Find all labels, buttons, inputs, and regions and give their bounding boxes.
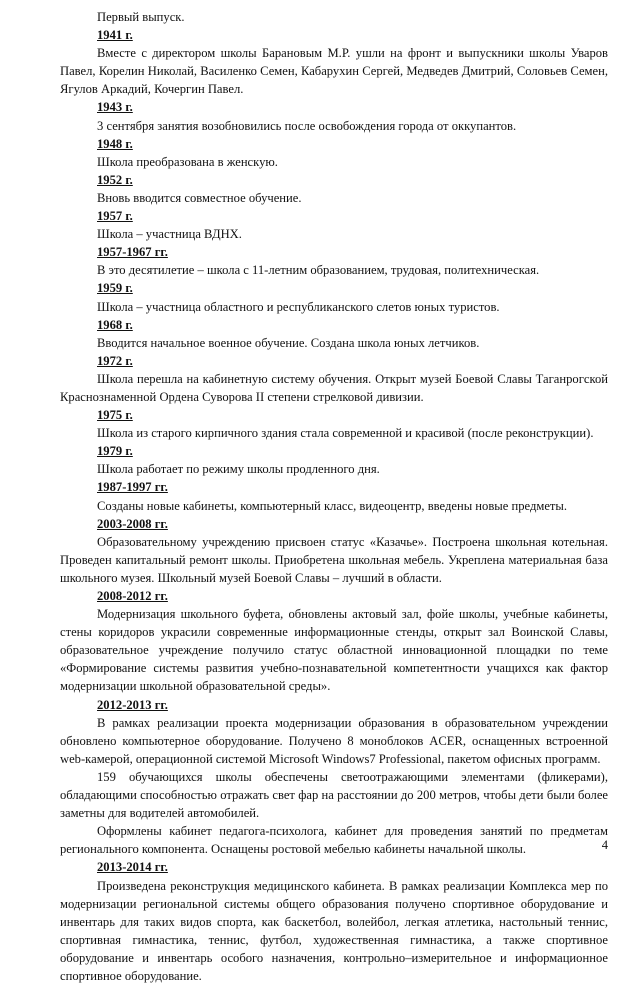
year-heading: 1952 г. — [60, 171, 608, 189]
entry-paragraph: Школа – участница ВДНХ. — [60, 225, 608, 243]
entry-paragraph: Модернизация школьного буфета, обновлены актовый зал, фойе школы, учебные кабинеты, стены коридоров украсили современные информационные стенды, открыт зал Воинской Славы, образовательное учреждение получило статус областной инновационной площадки по теме «Формирование системы развития учебно-познавательной компетентности учащихся как фактор модернизации школьной образовательной среды». — [60, 605, 608, 695]
year-heading: 1948 г. — [60, 135, 608, 153]
entry-paragraph: В рамках реализации проекта модернизации образования в образовательном учреждении обновлено компьютерное оборудование. Получено 8 моноблоков ACER, оснащенных встроенной web-камерой, операционной системой Microsoft Windows7 Professional, пакетом офисных программ. — [60, 714, 608, 768]
entry-paragraph: Произведена реконструкция медицинского кабинета. В рамках реализации Комплекса мер по модернизации региональной системы общего образования получено спортивное оборудование и инвентарь для таких видов спорта, как баскетбол, волейбол, легкая атлетика, настольный теннис, спортивная гимнастика, теннис, футбол, художественная гимнастика, а также спортивное оборудование и инвентарь особого назначения, контрольно–измерительное и информационное спортивное оборудование. — [60, 877, 608, 985]
year-heading: 2003-2008 гг. — [60, 515, 608, 533]
year-heading: 1968 г. — [60, 316, 608, 334]
entry-paragraph: Школа из старого кирпичного здания стала современной и красивой (после реконструкции). — [60, 424, 608, 442]
entry-paragraph: 159 обучающихся школы обеспечены светоотражающими элементами (фликерами), обладающими способностью отражать свет фар на расстоянии до 200 метров, чтобы дети были более заметны для водителей автомобилей. — [60, 768, 608, 822]
year-heading: 1987-1997 гг. — [60, 478, 608, 496]
entry-paragraph: В это десятилетие – школа с 11-летним образованием, трудовая, политехническая. — [60, 261, 608, 279]
entry-paragraph: Школа работает по режиму школы продленного дня. — [60, 460, 608, 478]
entry-paragraph: Образовательному учреждению присвоен статус «Казачье». Построена школьная котельная. Проведен капитальный ремонт школы. Приобретена школьная мебель. Укреплена материальная база школьного музея. Школьный музей Боевой Славы – лучший в области. — [60, 533, 608, 587]
entry-paragraph: Созданы новые кабинеты, компьютерный класс, видеоцентр, введены новые предметы. — [60, 497, 608, 515]
year-heading: 1957-1967 гг. — [60, 243, 608, 261]
entry-paragraph: Оформлены кабинет педагога-психолога, кабинет для проведения занятий по предметам регионального компонента. Оснащены ростовой мебелью кабинеты начальной школы. — [60, 822, 608, 858]
entry-paragraph: Школа – участница областного и республиканского слетов юных туристов. — [60, 298, 608, 316]
year-heading: 1959 г. — [60, 279, 608, 297]
entry-paragraph: Школа перешла на кабинетную систему обучения. Открыт музей Боевой Славы Таганрогской Краснознаменной Ордена Суворова II степени стрелковой дивизии. — [60, 370, 608, 406]
entry-paragraph: Вновь вводится совместное обучение. — [60, 189, 608, 207]
entry-paragraph: Школа преобразована в женскую. — [60, 153, 608, 171]
entry-paragraph: Вводится начальное военное обучение. Создана школа юных летчиков. — [60, 334, 608, 352]
year-heading: 1943 г. — [60, 98, 608, 116]
year-heading: 2008-2012 гг. — [60, 587, 608, 605]
entry-paragraph: Вместе с директором школы Барановым М.Р. ушли на фронт и выпускники школы Уваров Павел, Корелин Николай, Василенко Семен, Кабарухин Сергей, Медведев Дмитрий, Соловьев Семен, Ягулов Аркадий, Кочергин Павел. — [60, 44, 608, 98]
page-number: 4 — [602, 836, 608, 854]
year-heading: 1972 г. — [60, 352, 608, 370]
entry-paragraph: 3 сентября занятия возобновились после освобождения города от оккупантов. — [60, 117, 608, 135]
year-heading: 2012-2013 гг. — [60, 696, 608, 714]
intro-text: Первый выпуск. — [60, 8, 608, 26]
year-heading: 1941 г. — [60, 26, 608, 44]
year-heading: 1975 г. — [60, 406, 608, 424]
year-heading: 2013-2014 гг. — [60, 858, 608, 876]
year-heading: 1957 г. — [60, 207, 608, 225]
year-heading: 1979 г. — [60, 442, 608, 460]
